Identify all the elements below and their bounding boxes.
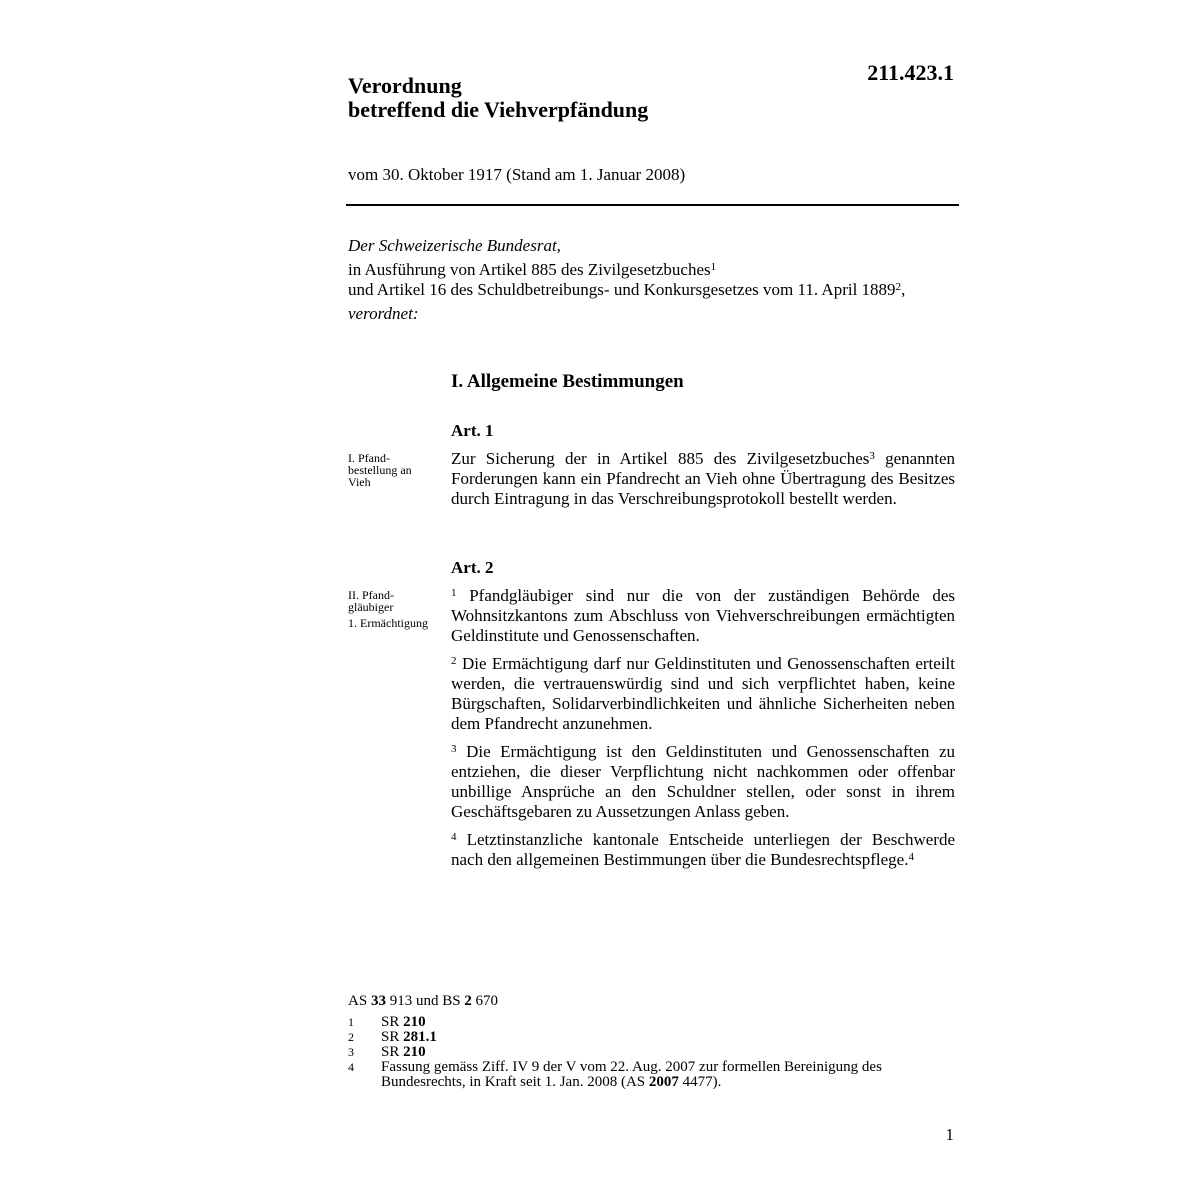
paragraph-number: 2 [451,655,457,667]
source-reference [348,994,948,1009]
article-2-paragraph-1 [451,586,955,646]
footnote-sr-number: 210 [403,1044,426,1060]
title-line-2: betreffend die Viehverpfändung [348,97,649,122]
article-2-text [451,586,955,878]
footnote-text [381,1015,948,1030]
footnote-1 [348,1015,948,1030]
footnote-ref-2[interactable]: 2 [895,281,902,293]
footnote-prefix: SR [381,1044,404,1060]
sr-number: 211.423.1 [867,60,954,85]
date-line: vom 30. Oktober 1917 (Stand am 1. Januar 2008) [348,165,686,184]
footnote-as-volume: 2007 [648,1074,679,1090]
article-2-heading: Art. 2 [451,558,494,577]
paragraph-text: Die Ermächtigung darf nur Geldinstituten und Genossenschaften erteilt werden, die vertrauenswürdig sind und sich verpflichtet haben, keine Bürgschaften, Solidarverbindlichkeiten und ähnliche Sicherheiten neben dem Pfandrecht anzunehmen. [451,654,955,733]
header-rule [346,204,959,206]
preamble-line-2-comma: , [901,280,906,299]
article-1-margin-note [348,452,440,488]
paragraph-number: 4 [451,831,457,843]
footnote-number: 1 [348,1015,354,1029]
footnote-text [381,1060,948,1090]
article-1-text [451,449,955,517]
margin-note-line: I. Pfand- [348,451,390,465]
article-1-heading: Art. 1 [451,421,494,440]
paragraph-number: 3 [451,743,457,755]
document-title [348,74,648,122]
source-suffix: 670 [471,993,499,1009]
footnote-ref-4[interactable]: 4 [908,851,914,863]
footnote-4 [348,1060,948,1090]
margin-note-line: bestellung an [348,463,412,477]
footnote-text [381,1030,948,1045]
footnote-prefix: SR [381,1014,404,1030]
preamble-authority: Der Schweizerische Bundesrat, [348,236,561,255]
article-2-margin-note [348,589,440,629]
footnote-sr-number: 210 [403,1014,426,1030]
preamble-line-2 [348,280,968,300]
preamble-line-1-text: in Ausführung von Artikel 885 des Zivilgesetzbuches [348,260,711,279]
source-prefix: AS [348,993,371,1009]
paragraph-text: Pfandgläubiger sind nur die von der zuständigen Behörde des Wohnsitzkantons zum Abschluss von Viehverschreibungen ermächtigten Geldinstitute und Genossenschaften. [451,586,956,645]
source-volume-1: 33 [370,993,386,1009]
paragraph-text: Letztinstanzliche kantonale Entscheide unterliegen der Beschwerde nach den allgemeinen Bestimmungen über die Bundesrechtspflege. [451,830,955,869]
margin-note-line: Vieh [348,475,371,489]
footnote-number: 4 [348,1060,354,1074]
footnote-2 [348,1030,948,1045]
page-number: 1 [945,1125,954,1144]
footnote-prefix: SR [381,1029,404,1045]
footnote-number: 3 [348,1045,354,1059]
title-line-1: Verordnung [348,73,462,98]
margin-note-line: gläubiger [348,600,394,614]
article-1-text-start: Zur Sicherung der in Artikel 885 des Zivilgesetzbuches [451,449,870,468]
preamble-line-1 [348,260,968,280]
footnote-sr-number: 281.1 [403,1029,437,1045]
footnotes [348,994,948,1090]
source-volume-2: 2 [464,993,472,1009]
margin-note-line: II. Pfand- [348,588,394,602]
footnote-ref-3[interactable]: 3 [869,450,875,462]
preamble-verb: verordnet: [348,304,419,323]
paragraph-number: 1 [451,587,457,599]
article-2-paragraph-4 [451,830,955,870]
preamble-line-2-text: und Artikel 16 des Schuldbetreibungs- und Konkursgesetzes vom 11. April 1889 [348,280,896,299]
footnote-number: 2 [348,1030,354,1044]
footnote-text [381,1045,948,1060]
footnote-3 [348,1045,948,1060]
source-mid: 913 und BS [385,993,465,1009]
article-1-paragraph [451,449,955,509]
section-heading: I. Allgemeine Bestimmungen [451,371,684,392]
article-2-paragraph-3 [451,742,955,822]
footnote-text-end: 4477). [678,1074,722,1090]
article-2-paragraph-2 [451,654,955,734]
article-1-text-end: genannten Forderungen kann ein Pfandrecht an Vieh ohne Übertragung des Besitzes durch Eintragung in das Verschreibungsprotokoll bestellt werden. [451,449,955,508]
margin-note-subheading: 1. Ermächtigung [348,616,428,630]
footnote-ref-1[interactable]: 1 [710,261,717,273]
paragraph-text: Die Ermächtigung ist den Geldinstituten und Genossenschaften zu entziehen, die dieser Verpflichtung nicht nachkommen oder offenbar unbillige Ansprüche an den Schuldner stellen, oder sonst in ihrem Geschäftsgebaren zu Aussetzungen Anlass geben. [451,742,956,821]
footnote-text-start: Fassung gemäss Ziff. IV 9 der V vom 22. Aug. 2007 zur formellen Bereinigung des Bundesrechts, in Kraft seit 1. Jan. 2008 (AS [381,1059,882,1090]
preamble [348,236,968,324]
